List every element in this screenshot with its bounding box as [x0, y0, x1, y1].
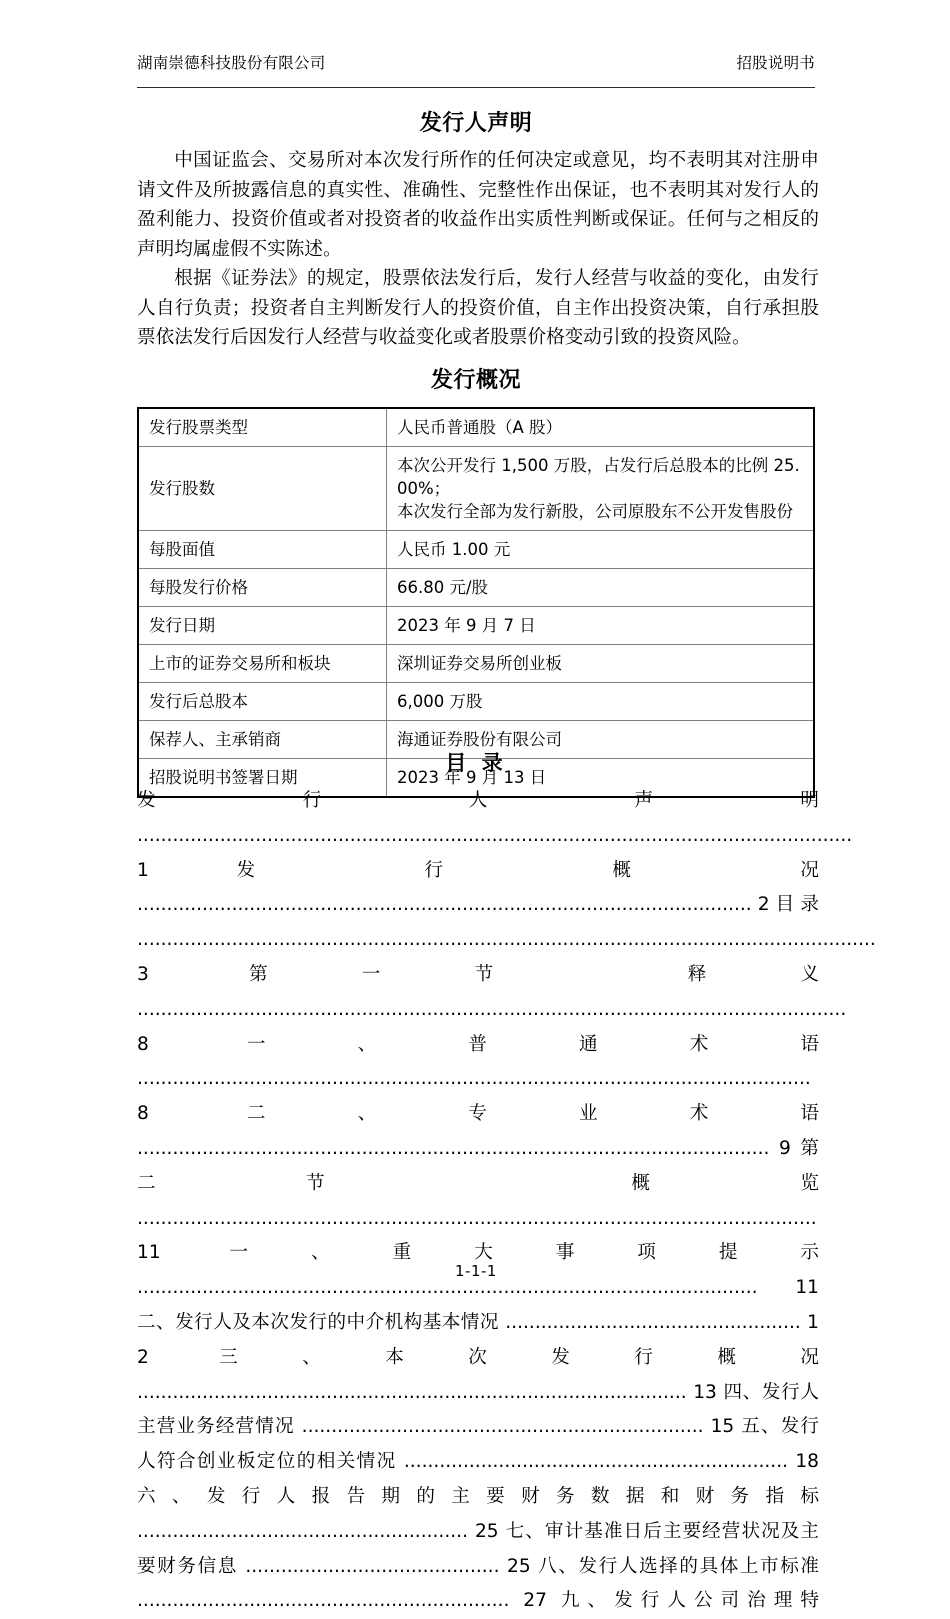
- issuer-statement-paragraph-1: 中国证监会、交易所对本次发行所作的任何决定或意见，均不表明其对注册申请文件及所披露信息的真实性、准确性、完整性作出保证，也不表明其对发行人的盈利能力、投资价值或者对投资者的收益作出实质性判断或保证。任何与之相反的声明均属虚假不实陈述。: [137, 150, 819, 260]
- table-row: [139, 645, 813, 683]
- overview-row-value-line: 本次公开发行 1,500 万股，占发行后总股本的比例 25.00%；: [397, 456, 800, 498]
- overview-row-label: 上市的证券交易所和板块: [139, 645, 387, 683]
- issuer-statement-paragraph-2: 根据《证券法》的规定，股票依法发行后，发行人经营与收益的变化，由发行人自行负责；投资者自主判断发行人的投资价值，自主作出投资决策，自行承担股票依法发行后因发行人经营与收益变化或者股票价格变动引致的投资风险。: [137, 268, 819, 348]
- overview-row-value-line: 6,000 万股: [397, 692, 483, 711]
- overview-row-value-line: 人民币普通股（A 股）: [397, 418, 563, 437]
- table-row: [139, 409, 813, 447]
- overview-row-value-line: 深圳证券交易所创业板: [397, 654, 562, 673]
- header-document-type: 招股说明书: [736, 54, 815, 72]
- table-row: [139, 531, 813, 569]
- overview-row-value-line: 66.80 元/股: [397, 578, 489, 597]
- overview-row-value: [387, 531, 814, 569]
- header-divider-rule: [137, 87, 815, 88]
- overview-row-label: 发行后总股本: [139, 683, 387, 721]
- overview-row-value-line: 人民币 1.00 元: [397, 540, 511, 559]
- issuer-statement-body: [137, 146, 819, 353]
- overview-row-label: 保荐人、主承销商: [139, 721, 387, 759]
- table-of-contents-body: 发行人声明 ......................................................................................................................... 1 发 行 概 况 ........................................................................................................ 2 目 录 ............................................................................................................................. 3 第一节 释义 ........................................................................................................................ 8 一、普通术语 .................................................................................................................. 8 二、专业术语 ........................................................................................................... 9 第二节 概览 ................................................................................................................... 11 一、重大事项提示 ......................................................................................................... 11 二、发行人及本次发行的中介机构基本情况 .................................................. 12 三、本次发行概况 ............................................................................................. 13 四、发行人主营业务经营情况 .................................................................... 15 五、发行人符合创业板定位的相关情况 ................................................................. 18 六、发行人报告期的主要财务数据和财务指标 ........................................................ 25 七、审计基准日后主要经营状况及主要财务信息 ........................................... 25 八、发行人选择的具体上市标准 ............................................................... 27 九、发行人公司治理特: [137, 790, 876, 1612]
- overview-row-value: [387, 607, 814, 645]
- header-company-name: 湖南崇德科技股份有限公司: [137, 54, 326, 72]
- overview-row-value: [387, 683, 814, 721]
- table-row: [139, 683, 813, 721]
- issuance-overview-table-wrapper: [137, 407, 815, 798]
- overview-row-label: 发行股数: [139, 447, 387, 531]
- overview-row-value-line: 2023 年 9 月 7 日: [397, 616, 536, 635]
- issuance-overview-table: [139, 409, 813, 796]
- page-header: [137, 54, 815, 73]
- issuance-overview-heading: 发行概况: [430, 368, 521, 393]
- table-row: [139, 569, 813, 607]
- table-row: [139, 447, 813, 531]
- table-of-contents-heading: 目 录: [445, 751, 507, 775]
- overview-row-value: [387, 645, 814, 683]
- overview-row-value-line: 本次发行全部为发行新股，公司原股东不公开发售股份: [397, 502, 793, 521]
- overview-row-value-line: 海通证券股份有限公司: [397, 730, 562, 749]
- page-footer-marker: 1-1-1: [455, 1262, 497, 1280]
- overview-row-label: 每股发行价格: [139, 569, 387, 607]
- overview-row-label: 发行日期: [139, 607, 387, 645]
- overview-row-value: [387, 409, 814, 447]
- table-row: [139, 607, 813, 645]
- overview-row-value: [387, 569, 814, 607]
- overview-row-label: 招股说明书签署日期: [139, 759, 387, 797]
- overview-row-value: [387, 447, 814, 531]
- overview-row-label: 发行股票类型: [139, 409, 387, 447]
- overview-row-label: 每股面值: [139, 531, 387, 569]
- overview-row-value-line: 2023 年 9 月 13 日: [397, 768, 547, 787]
- issuer-statement-heading: 发行人声明: [419, 111, 533, 136]
